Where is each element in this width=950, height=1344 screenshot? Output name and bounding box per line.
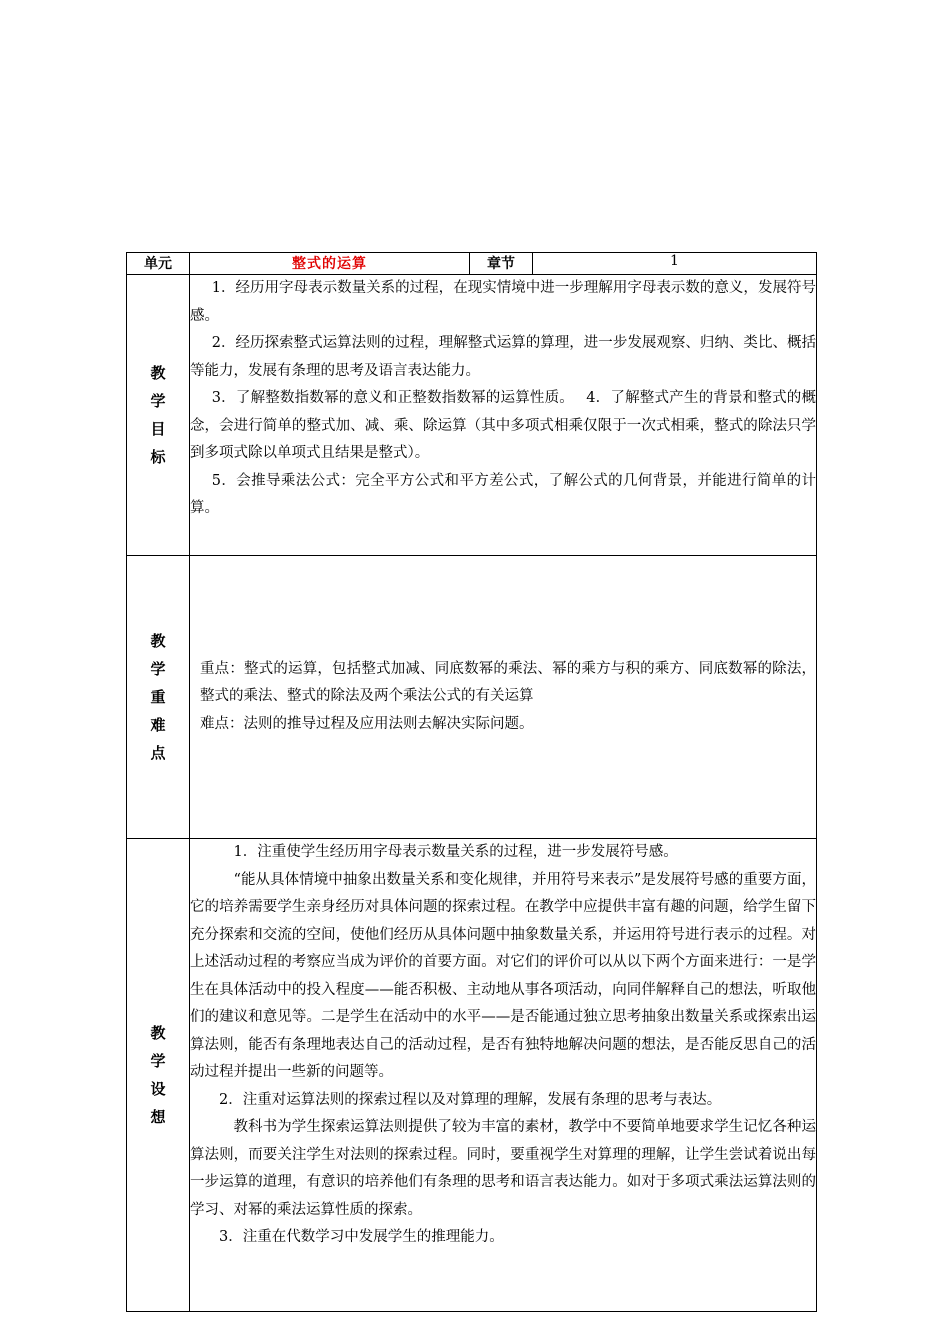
keypoints-content: [190, 556, 817, 839]
difficulty-text: 难点：法则的推导过程及应用法则去解决实际问题。: [200, 715, 534, 732]
goals-content: [190, 275, 817, 556]
keypoints-side-label: 教 学 重 难 点: [127, 556, 190, 839]
unit-title: 整式的运算: [190, 253, 470, 275]
design-content: [190, 839, 817, 1312]
design-paragraph: 教科书为学生探索运算法则提供了较为丰富的素材，教学中不要简单地要求学生记忆各种运算法则，而要关注学生对法则的探索过程。同时，要重视学生对算理的理解，让学生尝试着说出每一步运算的道理，有意识的培养他们有条理的思考和语言表达能力。如对于多项式乘法运算法则的学习、对幂的乘法运算性质的探索。: [190, 1119, 816, 1218]
design-paragraph: “能从具体情境中抽象出数量关系和变化规律，并用符号来表示”是发展符号感的重要方面，它的培养需要学生亲身经历对具体问题的探索过程。在教学中应提供丰富有趣的问题，给学生留下充分探索和交流的空间，使他们经历从具体问题中抽象数量关系，并运用符号进行表示的过程。对上述活动过程的考察应当成为评价的首要方面。对它们的评价可以从以下两个方面来进行：一是学生在具体活动中的投入程度——能否积极、主动地从事各项活动，向同伴解释自己的想法，听取他们的建议和意见等。二是学生在活动中的水平——是否能通过独立思考抽象出数量关系或探索出运算法则，能否有条理地表达自己的活动过程，是否有独特地解决问题的想法，是否能反思自己的活动过程并提出一些新的问题等。: [190, 871, 816, 1080]
design-paragraph: 1．注重使学生经历用字母表示数量关系的过程，进一步发展符号感。: [233, 844, 678, 860]
keypoints-row: [127, 556, 817, 839]
design-paragraph: 2．注重对运算法则的探索过程以及对算理的理解，发展有条理的思考与表达。: [219, 1091, 722, 1108]
goal-paragraph: 1．经历用字母表示数量关系的过程，在现实情境中进一步理解用字母表示数的意义，发展符号感。: [190, 280, 816, 324]
chapter-number: 1: [533, 253, 817, 275]
design-side-label: 教 学 设 想: [127, 839, 190, 1312]
goal-paragraph: 5．会推导乘法公式：完全平方公式和平方差公式，了解公式的几何背景，并能进行简单的计算。: [190, 472, 816, 516]
unit-label: 单元: [127, 253, 190, 275]
goal-paragraph: 2．经历探索整式运算法则的过程，理解整式运算的算理，进一步发展观察、归纳、类比、概括等能力，发展有条理的思考及语言表达能力。: [190, 335, 816, 379]
design-paragraph: 3．注重在代数学习中发展学生的推理能力。: [219, 1229, 504, 1245]
goals-side-label: 教 学 目 标: [127, 275, 190, 556]
header-row: [127, 253, 817, 275]
lesson-plan-table: [126, 252, 817, 1312]
goals-row: [127, 275, 817, 556]
goal-paragraph: 3．了解整数指数幂的意义和正整数指数幂的运算性质。 4．了解整式产生的背景和整式的概念，会进行简单的整式加、减、乘、除运算（其中多项式相乘仅限于一次式相乘，整式的除法只学到多项式除以单项式且结果是整式）。: [190, 390, 816, 461]
key-points-text: 重点：整式的运算，包括整式加减、同底数幂的乘法、幂的乘方与积的乘方、同底数幂的除法，整式的乘法、整式的除法及两个乘法公式的有关运算: [200, 660, 816, 705]
chapter-label: 章节: [470, 253, 533, 275]
design-row: [127, 839, 817, 1312]
